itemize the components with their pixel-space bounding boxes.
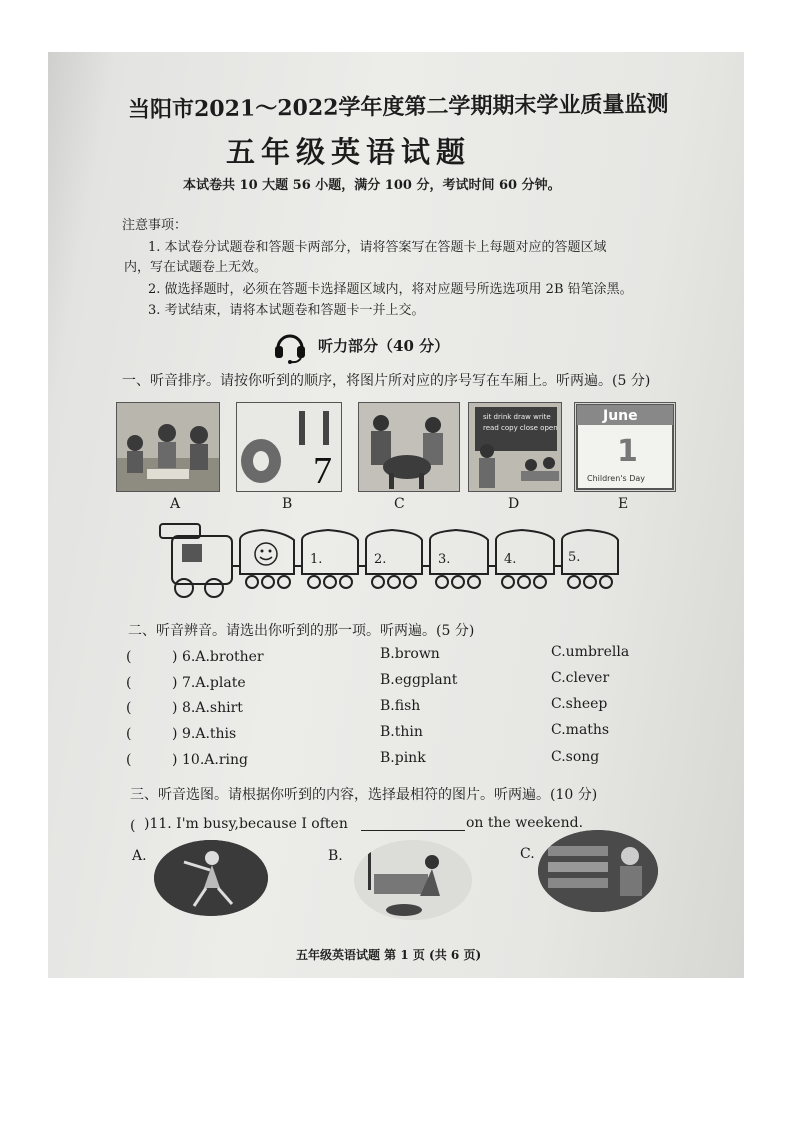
- section-2-title: 二、听音辨音。请选出你听到的那一项。听两遍。(5 分): [128, 623, 475, 639]
- answer-close-9: ): [172, 726, 178, 742]
- q11-option-b-label: B.: [328, 848, 343, 864]
- answer-close-7: ): [172, 675, 178, 691]
- answer-close-8: ): [172, 700, 178, 716]
- q11-picture-c[interactable]: [538, 830, 658, 912]
- answer-paren-10[interactable]: (: [126, 752, 132, 768]
- q6-option-c: C.umbrella: [551, 644, 630, 660]
- q8-option-a: 8.A.shirt: [182, 700, 243, 716]
- picture-a-label: A: [170, 496, 181, 512]
- blackboard-line-2: read copy close open: [483, 424, 558, 432]
- blackboard-line-1: sit drink draw write: [483, 413, 551, 421]
- answer-paren-8[interactable]: (: [126, 700, 132, 716]
- picture-c-label: C: [394, 496, 405, 512]
- answer-close-10: ): [172, 752, 178, 768]
- exam-title: 当阳市2021～2022学年度第二学期期末学业质量监测: [127, 91, 669, 123]
- train-box-5[interactable]: 5.: [568, 550, 581, 565]
- number-seven: 7: [313, 450, 332, 491]
- picture-d-label: D: [508, 496, 520, 512]
- answer-paren-9[interactable]: (: [126, 726, 132, 742]
- q9-option-c: C.maths: [551, 722, 610, 738]
- q7-option-a: 7.A.plate: [182, 675, 246, 691]
- exam-page: [48, 52, 744, 978]
- section-1-title: 一、听音排序。请按你听到的顺序，将图片所对应的序号写在车厢上。听两遍。(5 分): [122, 373, 651, 389]
- q11-option-a-label: A.: [132, 848, 147, 864]
- calendar-caption: Children's Day: [587, 474, 645, 483]
- q10-option-b: B.pink: [380, 750, 426, 766]
- calendar-day: 1: [617, 434, 638, 469]
- q11-option-c-label: C.: [520, 846, 535, 862]
- train-box-2[interactable]: 2.: [374, 552, 387, 567]
- picture-d: [468, 402, 562, 492]
- q9-option-a: 9.A.this: [182, 726, 237, 742]
- answer-close-6: ): [172, 649, 178, 665]
- headphones-icon: [272, 328, 308, 364]
- q11-stem: )11. I'm busy,because I often: [144, 816, 348, 832]
- q10-option-c: C.song: [551, 749, 600, 765]
- exam-subject-title: 五年级英语试题: [226, 135, 472, 169]
- q11-stem-end: on the weekend.: [466, 815, 584, 831]
- q7-option-b: B.eggplant: [380, 672, 458, 688]
- note-2: 2. 做选择题时，必须在答题卡选择题区域内，将对应题号所选选项用 2B 铅笔涂黑。: [148, 282, 633, 297]
- smiley-icon: [255, 543, 277, 565]
- note-1-continued: 内，写在试题卷上无效。: [124, 260, 268, 275]
- train-box-3[interactable]: 3.: [438, 552, 451, 567]
- q11-blank[interactable]: [361, 830, 465, 831]
- exam-info: 本试卷共 10 大题 56 小题，满分 100 分，考试时间 60 分钟。: [183, 178, 561, 193]
- q6-option-b: B.brown: [380, 646, 440, 662]
- q11-picture-b[interactable]: [354, 840, 472, 920]
- picture-b-label: B: [282, 496, 293, 512]
- picture-b: [236, 402, 342, 492]
- q11-answer-paren[interactable]: (: [130, 818, 136, 834]
- note-3: 3. 考试结束，请将本试题卷和答题卡一并上交。: [148, 303, 425, 318]
- notes-heading: 注意事项：: [122, 218, 188, 233]
- q6-option-a: 6.A.brother: [182, 649, 264, 665]
- q8-option-b: B.fish: [380, 698, 421, 714]
- picture-e-label: E: [618, 496, 629, 512]
- q8-option-c: C.sheep: [551, 696, 608, 712]
- picture-c: [358, 402, 460, 492]
- train-box-1[interactable]: 1.: [310, 552, 323, 567]
- calendar-month: June: [603, 408, 638, 424]
- note-1: 1. 本试卷分试题卷和答题卡两部分，请将答案写在答题卡上每题对应的答题区域: [148, 240, 607, 255]
- section-3-title: 三、听音选图。请根据你听到的内容，选择最相符的图片。听两遍。(10 分): [130, 787, 598, 803]
- train-box-4[interactable]: 4.: [504, 552, 517, 567]
- answer-paren-6[interactable]: (: [126, 649, 132, 665]
- q7-option-c: C.clever: [551, 670, 610, 686]
- picture-e: [574, 402, 676, 492]
- q9-option-b: B.thin: [380, 724, 423, 740]
- train-drawing: [152, 516, 622, 602]
- q11-picture-a[interactable]: [154, 840, 268, 916]
- page-footer: 五年级英语试题 第 1 页 (共 6 页): [296, 948, 482, 962]
- answer-paren-7[interactable]: (: [126, 675, 132, 691]
- picture-a: [116, 402, 220, 492]
- listening-heading: 听力部分（40 分）: [318, 337, 450, 355]
- q10-option-a: 10.A.ring: [182, 752, 248, 768]
